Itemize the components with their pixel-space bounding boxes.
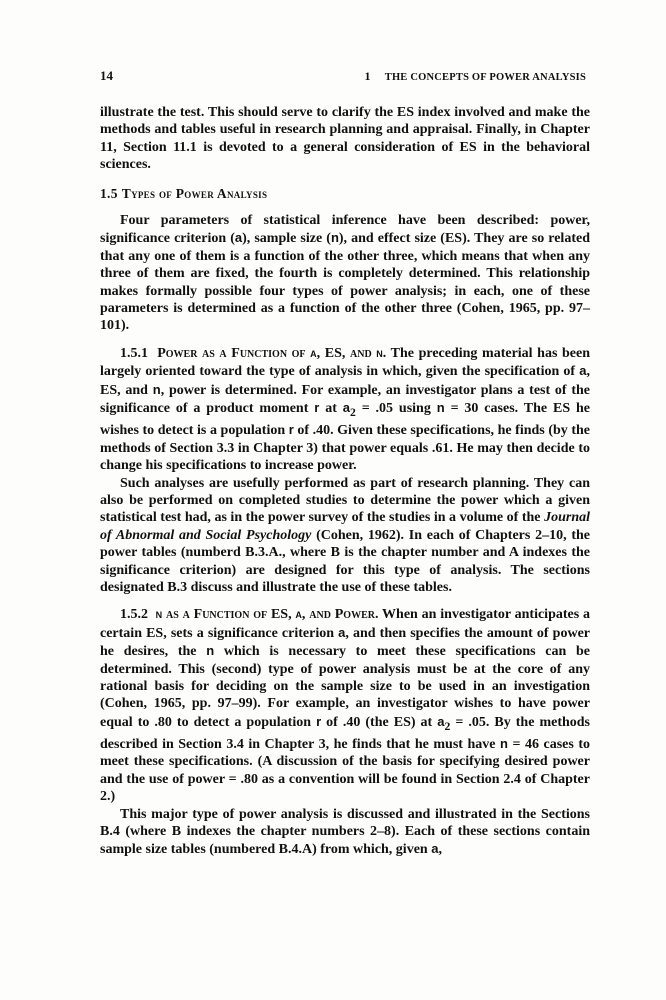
journal-title: Journal of Abnormal and Social Psychology: [100, 510, 590, 543]
running-title: THE CONCEPTS OF POWER ANALYSIS: [384, 72, 586, 83]
symbol-n: n: [155, 606, 163, 622]
text-run: , power is determined. For example, an investigator plans a test of the significance of a product moment: [100, 382, 590, 417]
symbol-r: r: [314, 400, 320, 416]
text-run: , and then specifies the amount of power he desires, the: [100, 625, 590, 660]
symbol-n: n: [330, 230, 339, 246]
symbol-alpha: a: [437, 713, 445, 729]
paragraph-sample-size: [100, 605, 590, 805]
symbol-alpha: a: [338, 624, 346, 640]
body-text: [100, 104, 590, 859]
section-heading: [100, 185, 590, 202]
text-run: = 30 cases. The ES he wishes to detect is a population: [100, 401, 590, 439]
running-head: [365, 69, 586, 84]
text-run: = .05 using: [355, 401, 437, 417]
text-run: This major type of power analysis is discussed and illustrated in the Sections B.4 (where B indexes the chapter numbers 2–8). Each of these sections contain sample size tables (numbered B.4.A) from which, given: [100, 806, 590, 858]
paragraph-major-type: [100, 806, 590, 859]
text-run: of .40 (the ES) at: [321, 714, 438, 730]
paragraph-intro: illustrate the test. This should serve to clarify the ES index involved and make the methods and tables useful in research planning and appraisal. Finally, in Chapter 11, Section 11.1 is devoted to a general consideration of ES in the behavioral sciences.: [100, 105, 590, 173]
section-number: 1.5: [100, 185, 118, 201]
text-run: Four parameters of statistical inference have been described: power, significance criterion (: [100, 213, 590, 247]
text-run: at: [319, 401, 343, 417]
text-run: Such analyses are usefully performed as part of research planning. They can also be performed on completed studies to determine the power which a given statistical test had, as in the power survey of the studies in a volume of the: [100, 475, 590, 526]
text-run: ), sample size (: [242, 231, 331, 247]
symbol-n: n: [500, 736, 508, 751]
symbol-n: n: [376, 344, 383, 360]
text-run: of .40. Given these specifications, he finds (by the methods of Section 3.3 in Chapter 3) that power equals .61. He may then decide to change his specifications to increase power.: [100, 423, 591, 474]
symbol-alpha: a: [295, 606, 302, 622]
subscript: 2: [444, 719, 451, 733]
paragraph-power-function: [100, 344, 590, 475]
symbol-n: n: [206, 643, 215, 659]
section-title: Types of Power Analysis: [121, 185, 268, 201]
paragraph-research-planning: [100, 475, 590, 597]
text-run: (Cohen, 1962). In each of Chapters 2–10, the power tables (numberd B.3.A., where B is the chapter number and A indexes the significance criterion) are designed for this type of analysis. The sections designated B.3 discuss and illustrate the use of these tables.: [100, 527, 590, 595]
text-run: , ES, and: [100, 364, 590, 398]
symbol-n: n: [436, 400, 445, 416]
symbol-alpha: a: [342, 400, 350, 416]
text-run: The preceding material has been largely oriented toward the type of analysis in which, given the specification of: [100, 345, 591, 380]
text-run: ), and effect size (ES). They are so related that any one of them is a function of the other three, which means that when any three of them are fixed, the fourth is completely determined. This relationship makes formally possible four types of power analysis; in each, one of these parameters is determined as a function of the other three (Cohen, 1965, pp. 97–101).: [100, 231, 590, 334]
text-run: When an investigator anticipates a certain ES, sets a significance criterion: [100, 607, 591, 641]
subsection-title: [156, 607, 379, 622]
paragraph-four-parameters: [100, 212, 590, 335]
symbol-r: r: [288, 422, 294, 438]
subsection-title-text: and: [350, 345, 372, 361]
text-run: = 46 cases to meet these specifications. (A discussion of the basis for specifying desired power and the use of power = .80 as a convention will be found in Section 2.4 of Chapter 2.): [100, 737, 591, 805]
subsection-title-text: ,: [301, 607, 306, 623]
symbol-alpha: a: [579, 363, 587, 379]
page-header: [100, 68, 588, 86]
symbol-alpha: a: [310, 344, 317, 360]
subsection-number: 1.5.1: [120, 345, 148, 361]
text-run: ,: [438, 842, 442, 858]
symbol-alpha: a: [234, 230, 243, 246]
chapter-number: 1: [364, 69, 371, 83]
subsection-title-text: , ES,: [316, 345, 346, 361]
subsection-title-text: Power.: [334, 607, 379, 623]
text-run: which is necessary to meet these specifications can be determined. This (second) type of power analysis must be at the core of any rational basis for deciding on the sample size to be used in an investigation (Cohen, 1965, pp. 97–99). For example, an investigator wishes to have power equal to .80 to detect a population: [100, 644, 590, 730]
symbol-r: r: [316, 713, 322, 729]
subscript: 2: [349, 405, 356, 419]
subsection-title-text: as a Function of: [165, 607, 268, 623]
subsection-number: 1.5.2: [120, 607, 148, 623]
subsection-title-text: .: [382, 345, 387, 361]
symbol-alpha: a: [431, 841, 439, 857]
symbol-n: n: [152, 381, 161, 397]
subsection-title-text: ES,: [270, 607, 292, 623]
subsection-title: [157, 346, 386, 361]
page-number: 14: [100, 68, 113, 83]
text-run: = .05. By the methods described in Section 3.4 in Chapter 3, he finds that he must have: [100, 714, 591, 752]
subsection-title-text: and: [309, 607, 331, 623]
subsection-title-text: Power as a Function of: [157, 345, 306, 361]
